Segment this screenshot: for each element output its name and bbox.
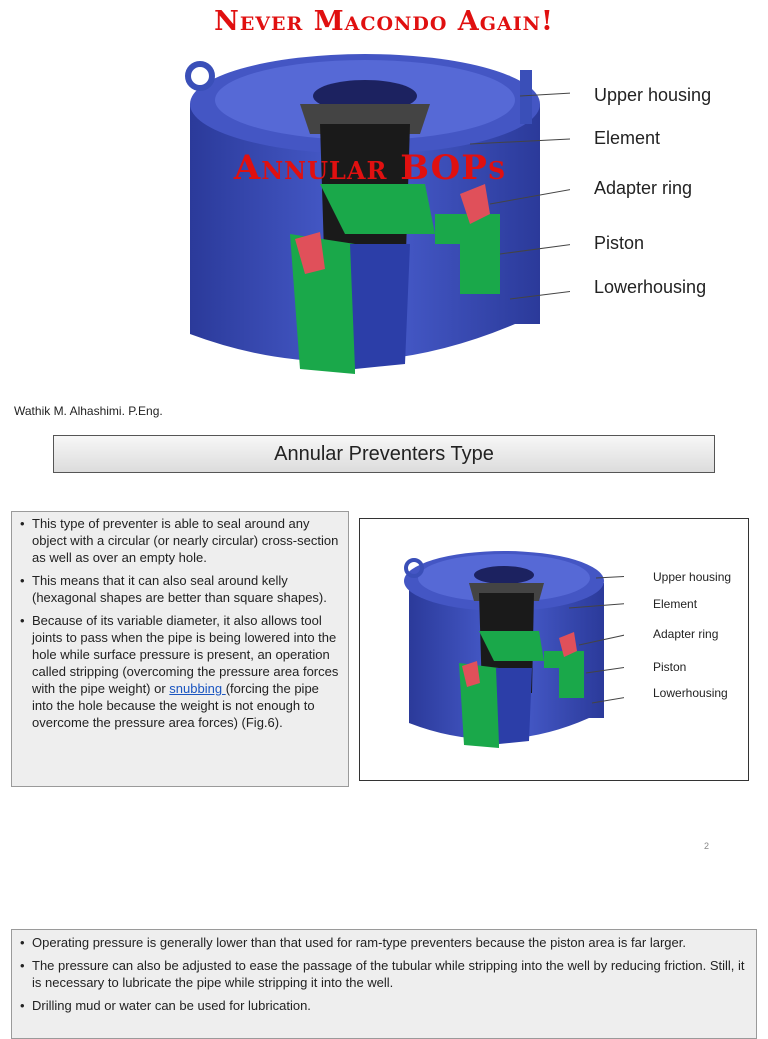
label-piston: Piston	[594, 233, 645, 253]
section-title: Annular Preventers Type	[53, 435, 715, 473]
label-adapter-ring-small: Adapter ring	[653, 627, 719, 641]
bullet-box-description	[11, 511, 349, 787]
bullet-item: • The pressure can also be adjusted to ease the passage of the tubular while stripping into the well by reducing friction. Still, it is necessary to lubricate the pipe while stripping it into the well.	[32, 957, 750, 991]
slide-subtitle: Annular BOPs	[233, 148, 507, 188]
label-upper-housing-small: Upper housing	[653, 570, 732, 584]
annular-bop-cutaway-large	[170, 34, 570, 406]
label-lowerhousing-small: Lowerhousing	[653, 686, 728, 700]
snubbing-link[interactable]: snubbing	[169, 681, 226, 696]
bullet-item: • Operating pressure is generally lower than that used for ram-type preventers because the piston area is far larger.	[32, 934, 750, 951]
bullet-item: • This type of preventer is able to seal around any object with a circular (or nearly circular) cross-section as well as over an empty hole.	[32, 515, 342, 566]
bullet-list	[18, 934, 750, 1014]
page-number: 2	[704, 841, 710, 851]
label-piston-small: Piston	[653, 660, 687, 674]
annular-bop-cutaway-small	[374, 533, 624, 765]
bullet-text: (forcing the pipe into the hole because the weight is not enough to overcome the pressure area forces) (Fig.6).	[32, 681, 319, 730]
label-element-small: Element	[653, 597, 698, 611]
bullet-text: Because of its variable diameter, it also allows tool joints to pass when the pipe is being lowered into the hole while surface pressure is present, an operation called stripping (overcoming the pressure area forces with the pipe weight) or	[32, 613, 339, 696]
bullet-box-operating-pressure	[11, 929, 757, 1039]
author-credit: Wathik M. Alhashimi. P.Eng.	[14, 404, 163, 418]
bullet-item	[32, 612, 342, 731]
figure-frame	[359, 518, 749, 781]
label-element: Element	[594, 128, 661, 148]
label-adapter-ring: Adapter ring	[594, 178, 693, 198]
bullet-item: • This means that it can also seal around kelly (hexagonal shapes are better than square shapes).	[32, 572, 342, 606]
label-upper-housing: Upper housing	[594, 85, 712, 105]
bullet-item: • Drilling mud or water can be used for lubrication.	[32, 997, 750, 1014]
label-lowerhousing: Lowerhousing	[594, 277, 707, 297]
bullet-list	[18, 515, 342, 731]
slide-title: Never Macondo Again!	[214, 6, 554, 37]
